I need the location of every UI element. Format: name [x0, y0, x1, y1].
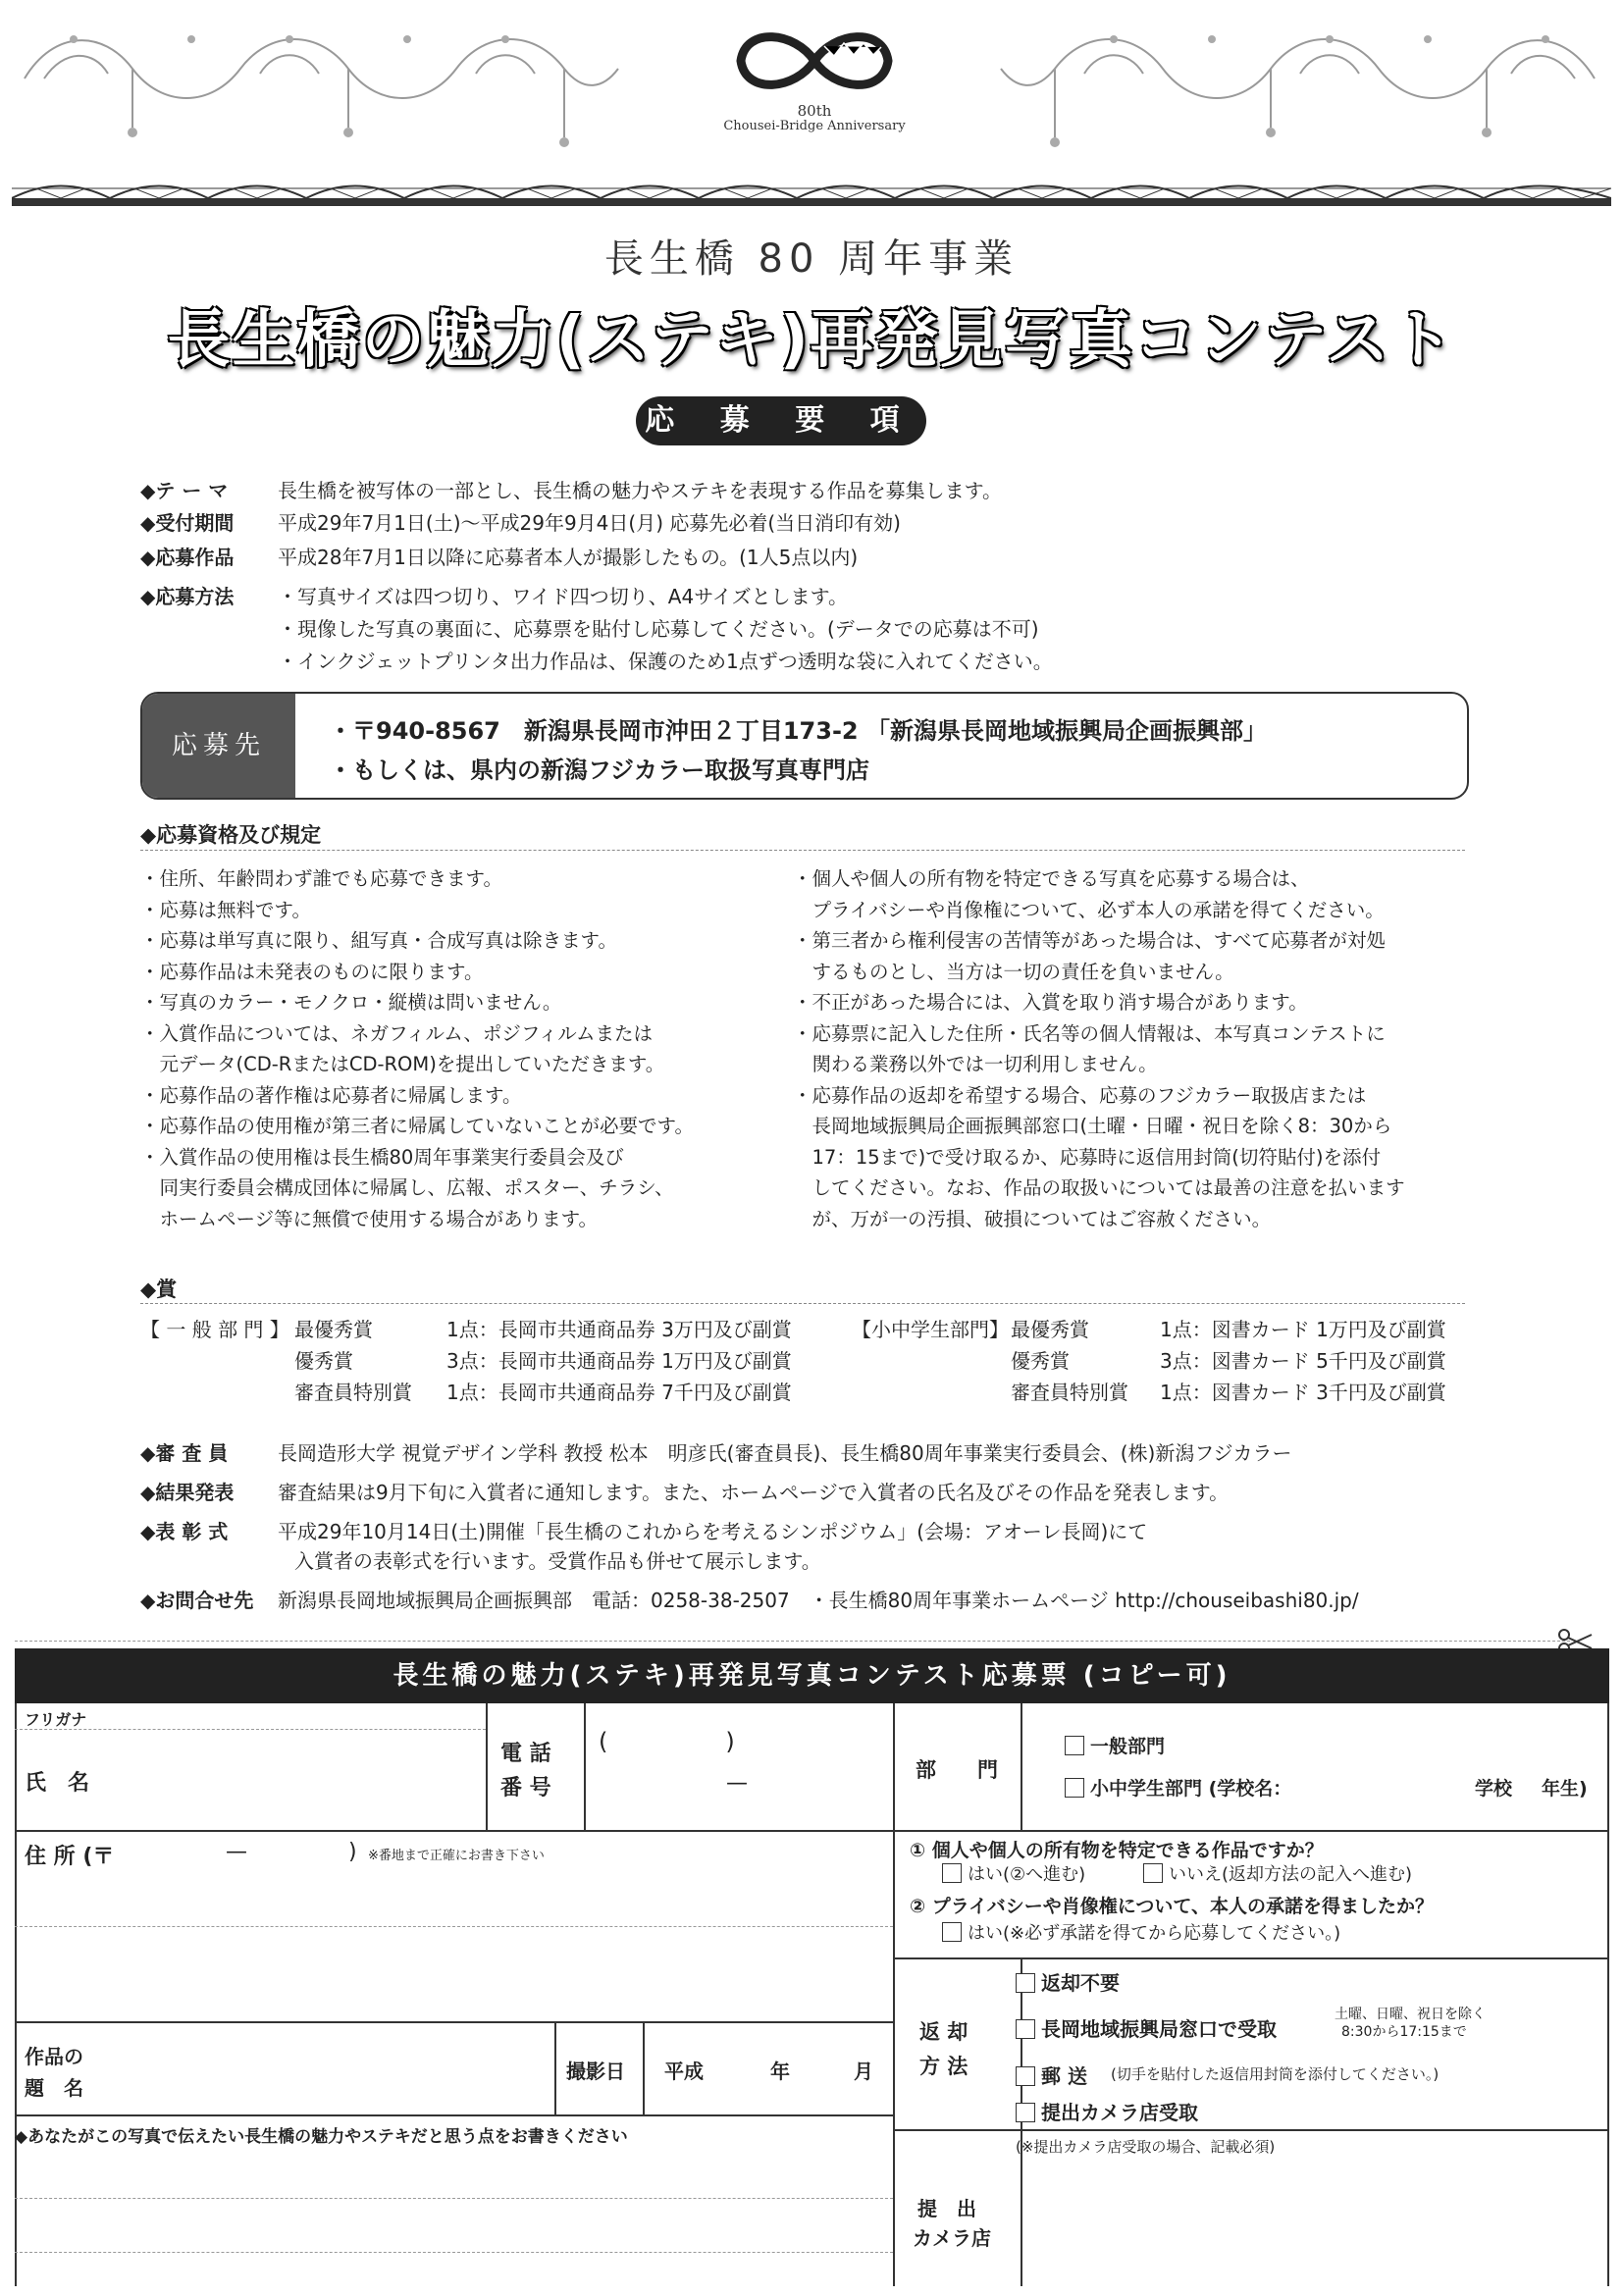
rule-item: 元データ(CD-RまたはCD-ROM)を提出していただきます。	[140, 1053, 665, 1075]
general-prize-names	[294, 1314, 412, 1408]
checkbox-icon[interactable]	[942, 1922, 962, 1942]
work-title-label: 題 名	[25, 2076, 83, 2100]
right-ornament	[996, 10, 1604, 157]
appeal-prompt: ◆あなたがこの写真で伝えたい長生橋の魅力やステキだと思う点をお書きください	[15, 2127, 628, 2147]
camera-store-label: 提 出	[917, 2197, 976, 2220]
checkbox-icon[interactable]	[942, 1863, 962, 1883]
question-1: ① 個人や個人の所有物を特定できる作品ですか？	[910, 1840, 1324, 1861]
period-label: ◆受付期間	[140, 511, 235, 535]
ceremony-text: 入賞者の表彰式を行います。受賞作品も併せて展示します。	[294, 1549, 821, 1573]
address-input[interactable]	[25, 1879, 878, 2007]
shoot-month: 月	[854, 2060, 873, 2083]
rule-item: ・入賞作品の使用権は長生橋80周年事業実行委員会及び	[140, 1145, 624, 1169]
phone-area-code-input[interactable]: ( )	[599, 1728, 735, 1755]
prize-name: 最優秀賞	[294, 1318, 373, 1341]
anniversary-logo	[711, 22, 917, 149]
period-row	[140, 510, 901, 536]
grade-suffix: 年生)	[1542, 1778, 1588, 1800]
submission-address-box	[140, 692, 1469, 800]
return-office-hours: 8:30から17:15まで	[1341, 2024, 1467, 2040]
prize-detail: 3点：長岡市共通商品券 1万円及び副賞	[446, 1349, 792, 1373]
rules-divider	[140, 850, 1465, 851]
contest-title: 長生橋の魅力(ステキ)再発見写真コンテスト	[167, 304, 1456, 377]
rule-item: するものとし、当方は一切の責任を負いません。	[793, 960, 1234, 983]
rule-item: ・応募作品の使用権が第三者に帰属していないことが必要です。	[140, 1115, 694, 1137]
judges-label: ◆審 査 員	[140, 1441, 229, 1465]
phone-label: 電 話	[500, 1742, 551, 1766]
prize-detail: 1点：長岡市共通商品券 7千円及び副賞	[446, 1381, 792, 1404]
return-method-label: 方 法	[919, 2055, 969, 2078]
rule-item: 17：15まで)で受け取るか、応募時に返信用封筒(切符貼付)を添付	[793, 1145, 1381, 1169]
camera-store-input[interactable]	[1030, 2161, 1599, 2278]
period-text: 平成29年7月1日(土)～平成29年9月4日(月) 応募先必着(当日消印有効)	[278, 511, 901, 535]
contact-row	[140, 1588, 1359, 1613]
rule-item: ・応募は無料です。	[140, 898, 311, 921]
prize-name: 優秀賞	[1011, 1349, 1070, 1373]
contact-text: 新潟県長岡地域振興局企画振興部 電話：0258-38-2507 ・長生橋80周年事業ホームページ http://chouseibashi80.jp/	[278, 1589, 1359, 1612]
postal-code-dash: —	[226, 1840, 247, 1864]
ceremony-row	[140, 1519, 1147, 1544]
cut-line	[15, 1641, 1570, 1642]
address-label: 住 所 (〒	[25, 1845, 115, 1869]
checkbox-icon[interactable]	[1065, 1736, 1084, 1755]
prize-name: 優秀賞	[294, 1349, 353, 1373]
logo-caption: Chousei-Bridge Anniversary	[723, 119, 906, 133]
address-note: ※番地まで正確にお書き下さい	[368, 1849, 545, 1863]
left-ornament	[15, 10, 623, 157]
prize-name: 審査員特別賞	[294, 1381, 412, 1404]
rule-item: ・入賞作品については、ネガフィルム、ポジフィルムまたは	[140, 1021, 654, 1045]
division-general-option[interactable]: 一般部門	[1065, 1732, 1165, 1758]
method-line: ・インクジェットプリンタ出力作品は、保護のため1点ずつ透明な袋に入れてください。	[278, 650, 1053, 673]
works-label: ◆応募作品	[140, 546, 235, 569]
rule-item: ・不正があった場合には、入賞を取り消す場合があります。	[793, 991, 1308, 1014]
prize-detail: 1点：図書カード 1万円及び副賞	[1160, 1318, 1446, 1341]
student-division-label: 【小中学生部門】	[852, 1318, 1009, 1341]
rule-item: ・応募票に記入した住所・氏名等の個人情報は、本写真コンテストに	[793, 1021, 1386, 1045]
q1-yes-option[interactable]: はい(②へ進む)	[942, 1860, 1085, 1886]
rule-item: 長岡地域振興局企画振興部窓口(土曜・日曜・祝日を除く8：30から	[793, 1115, 1392, 1137]
logo-number: 80th	[797, 102, 832, 120]
checkbox-icon[interactable]	[1016, 1973, 1035, 1993]
address-label: 応募先	[142, 694, 295, 798]
return-none-option[interactable]: 返却不要	[1016, 1967, 1120, 1996]
works-text: 平成28年7月1日以降に応募者本人が撮影したもの。(1人5点以内)	[278, 546, 859, 569]
theme-text: 長生橋を被写体の一部とし、長生橋の魅力やステキを表現する作品を募集します。	[278, 479, 1002, 502]
student-prize-names	[1011, 1314, 1128, 1408]
judges-row	[140, 1440, 1292, 1466]
works-row	[140, 545, 858, 570]
shoot-date-label: 撮影日	[566, 2060, 625, 2083]
theme-label: ◆テ ー マ	[140, 479, 229, 502]
infinity-bridge-icon	[726, 22, 903, 100]
student-prize-details	[1160, 1314, 1446, 1408]
return-office-option[interactable]: 長岡地域振興局窓口で受取	[1016, 2013, 1277, 2042]
name-label: 氏 名	[25, 1771, 90, 1796]
form-title: 長生橋の魅力(ステキ)再発見写真コンテスト応募票 (コピー可)	[15, 1648, 1609, 1703]
shoot-year: 年	[770, 2060, 790, 2083]
division-student-option[interactable]: 小中学生部門 (学校名：	[1065, 1774, 1291, 1800]
theme-row	[140, 478, 1002, 503]
rules-heading: ◆応募資格及び規定	[140, 823, 322, 847]
rule-item: ・第三者から権利侵害の苦情等があった場合は、すべて応募者が対処	[793, 929, 1386, 952]
judges-text: 長岡造形大学 視覚デザイン学科 教授 松本 明彦氏(審査員長)、長生橋80周年事業実行委員会、(株)新潟フジカラー	[278, 1441, 1292, 1465]
return-method-label: 返 却	[919, 2020, 969, 2044]
prize-detail: 1点：長岡市共通商品券 3万円及び副賞	[446, 1318, 792, 1341]
rule-item: 同実行委員会構成団体に帰属し、広報、ポスター、チラシ、	[140, 1176, 674, 1199]
checkbox-icon[interactable]	[1016, 2066, 1035, 2086]
division-label: 部 門	[916, 1758, 998, 1782]
return-office-hours: 土曜、日曜、祝日を除く	[1335, 2007, 1486, 2022]
checkbox-icon[interactable]	[1065, 1778, 1084, 1798]
rule-item: ・住所、年齢問わず誰でも応募できます。	[140, 867, 502, 890]
rule-item: してください。なお、作品の取扱いについては最善の注意を払います	[793, 1176, 1405, 1199]
method-label: ◆応募方法	[140, 585, 235, 608]
address-line: ・もしくは、県内の新潟フジカラー取扱写真専門店	[329, 757, 870, 784]
camera-store-note: (※提出カメラ店受取の場合、記載必須)	[1016, 2138, 1276, 2156]
rule-item: ・応募作品の返却を希望する場合、応募のフジカラー取扱店または	[793, 1083, 1367, 1107]
rule-item: 関わる業務以外では一切利用しません。	[793, 1053, 1158, 1075]
ceremony-label: ◆表 彰 式	[140, 1520, 229, 1543]
results-label: ◆結果発表	[140, 1481, 235, 1504]
q1-no-option[interactable]: いいえ(返却方法の記入へ進む)	[1143, 1860, 1412, 1886]
results-text: 審査結果は9月下旬に入賞者に通知します。また、ホームページで入賞者の氏名及びその作品を発表します。	[278, 1481, 1230, 1504]
guidelines-badge: 応 募 要 項	[636, 396, 926, 445]
method-row	[140, 584, 848, 609]
address-line: ・〒940-8567 新潟県長岡市沖田２丁目173-2 「新潟県長岡地域振興局企画振興部」	[329, 717, 1267, 745]
rule-item: が、万が一の汚損、破損についてはご容赦ください。	[793, 1207, 1272, 1230]
prize-name: 審査員特別賞	[1011, 1381, 1128, 1404]
prizes-divider	[140, 1303, 1465, 1304]
prize-detail: 1点：図書カード 3千円及び副賞	[1160, 1381, 1446, 1404]
q2-yes-option[interactable]: はい(※必ず承諾を得てから応募してください。)	[942, 1919, 1340, 1945]
phone-number-input[interactable]: —	[726, 1771, 748, 1796]
question-2: ② プライバシーや肖像権について、本人の承諾を得ましたか？	[910, 1896, 1434, 1917]
ceremony-text: 平成29年10月14日(土)開催「長生橋のこれからを考えるシンポジウム」(会場：アオーレ長岡)にて	[278, 1520, 1148, 1543]
prize-detail: 3点：図書カード 5千円及び副賞	[1160, 1349, 1446, 1373]
school-suffix: 学校	[1475, 1778, 1513, 1800]
method-line: ・現像した写真の裏面に、応募票を貼付し応募してください。(データでの応募は不可)	[278, 617, 1039, 641]
rules-right-column	[793, 863, 1405, 1234]
entry-form	[15, 1648, 1609, 2286]
work-title-label: 作品の	[25, 2045, 83, 2068]
rule-item: ・個人や個人の所有物を特定できる写真を応募する場合は、	[793, 867, 1310, 890]
work-title-input[interactable]	[108, 2031, 545, 2105]
address-paren-close: )	[348, 1840, 357, 1864]
event-subtitle: 長生橋 80 周年事業	[603, 236, 1020, 282]
bridge-truss-graphic	[12, 169, 1611, 213]
prize-name: 最優秀賞	[1011, 1318, 1089, 1341]
return-mail-note: (切手を貼付した返信用封筒を添付してください。)	[1111, 2065, 1440, 2083]
contact-label: ◆お問合せ先	[140, 1589, 254, 1612]
rule-item: ・応募作品の著作権は応募者に帰属します。	[140, 1083, 522, 1107]
results-row	[140, 1480, 1229, 1505]
rule-item: ・応募は単写真に限り、組写真・合成写真は除きます。	[140, 929, 617, 952]
checkbox-icon[interactable]	[1143, 1863, 1163, 1883]
method-line: ・写真サイズは四つ切り、ワイド四つ切り、A4サイズとします。	[278, 585, 849, 608]
rule-item: ・応募作品は未発表のものに限ります。	[140, 960, 484, 983]
rule-item: ホームページ等に無償で使用する場合があります。	[140, 1207, 599, 1230]
rule-item: プライバシーや肖像権について、必ず本人の承諾を得てください。	[793, 898, 1385, 921]
return-store-option[interactable]: 提出カメラ店受取	[1016, 2097, 1198, 2125]
checkbox-icon[interactable]	[1016, 2019, 1035, 2039]
furigana-label: フリガナ	[25, 1710, 87, 1729]
shoot-era: 平成	[664, 2060, 704, 2083]
rule-item: ・写真のカラー・モノクロ・縦横は問いません。	[140, 991, 562, 1014]
appeal-input[interactable]	[25, 2154, 878, 2276]
return-mail-option[interactable]: 郵 送	[1016, 2061, 1087, 2089]
checkbox-icon[interactable]	[1016, 2103, 1035, 2122]
general-division-label: 【 一 般 部 門 】	[140, 1318, 289, 1341]
phone-label: 番 号	[500, 1776, 551, 1800]
name-input[interactable]	[113, 1742, 476, 1820]
camera-store-label: カメラ店	[913, 2226, 991, 2250]
rules-left-column	[140, 863, 694, 1234]
general-prize-details	[446, 1314, 792, 1408]
prizes-heading: ◆賞	[140, 1278, 178, 1301]
